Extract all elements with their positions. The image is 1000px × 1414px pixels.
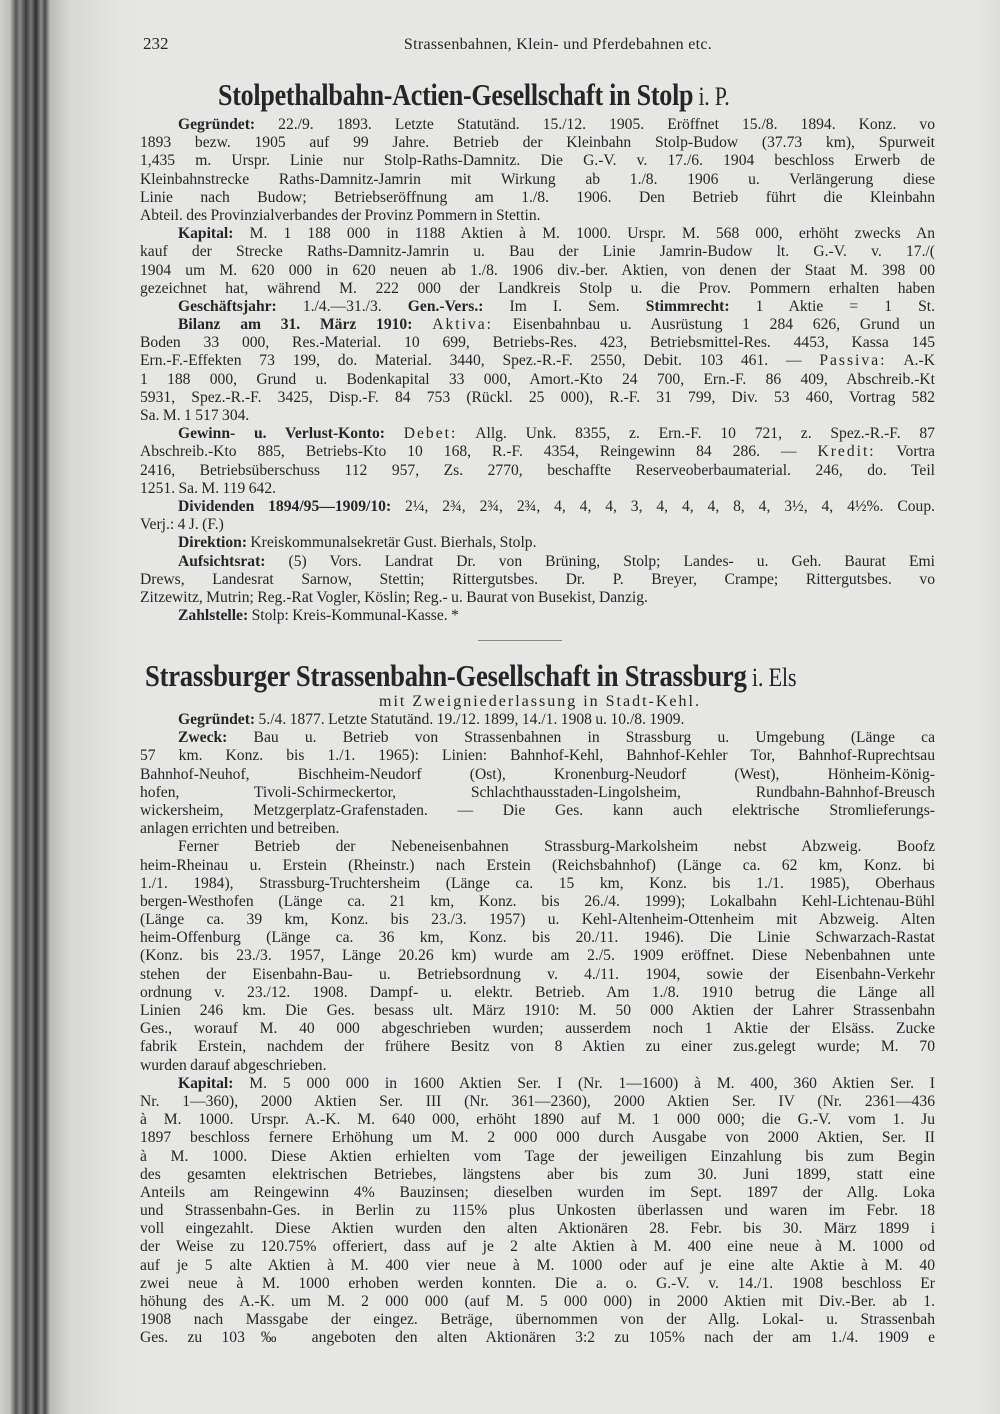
line-text: Nr. 1—360), 2000 Aktien Ser. III (Nr. 361—2360), 2000 Aktien Ser. IV (Nr. 2361—436 (140, 1092, 935, 1110)
text-line (140, 911, 935, 929)
text-line (140, 1075, 935, 1093)
line-text: Sa. M. 1 517 304. (140, 407, 250, 424)
text-line (140, 1238, 935, 1256)
text-line (140, 820, 935, 838)
line-text: wurden darauf abgeschrieben. (140, 1056, 327, 1074)
line-text: Drews, Landesrat Sarnow, Stettin; Rittergutsbes. Dr. P. Breyer, Crampe; Rittergutsbes. vo (140, 570, 935, 588)
field-label: Bilanz am 31. März 1910: (178, 316, 413, 334)
text-line (140, 1202, 935, 1220)
title-text: Strassburger Strassenbahn-Gesellschaft in Strassburg (145, 658, 747, 693)
line-text: 5./4. 1877. Letzte Statutänd. 19./12. 1899, 14./1. 1908 u. 10./8. 1909. (255, 711, 685, 728)
text-line (140, 1111, 935, 1129)
page-header (143, 34, 938, 56)
line-text: Vortra (875, 443, 935, 461)
line-text: M. 5 000 000 in 1600 Aktien Ser. I (Nr. 1—1600) à M. 400, 360 Aktien Ser. I (233, 1074, 935, 1092)
line-text: hofen, Tivoli-Schirmeckertor, Schlachthausstaden-Lingolsheim, Rundbahn-Bahnhof-Breusch (140, 783, 935, 801)
text-line (140, 802, 935, 820)
line-text: des gesamten elektrischen Betriebes, längstens aber bis zum 30. Juni 1899, statt eine (140, 1165, 935, 1183)
title-suffix: i. P. (693, 82, 730, 111)
field-label: Gegründet: (178, 711, 256, 728)
text-line (140, 225, 935, 243)
line-text: fabrik Erstein, nachdem der frühere Besitz von 8 Aktien zu einer zus.gelegt wurde; M. 70 (140, 1038, 935, 1056)
line-text: Ges. zu 103‰ angeboten den alten Aktionären 3:2 zu 105% nach der am 1./4. 1909 e (140, 1329, 935, 1347)
text-line (140, 1184, 935, 1202)
spaced-label: Kredit: (817, 443, 876, 461)
text-line (140, 516, 935, 534)
line-text: 2¼, 2¾, 2¾, 2¾, 4, 4, 4, 3, 4, 4, 4, 8, 4, 3½, 4, 4½%. Coup. (391, 497, 935, 515)
line-text: Boden 33 000, Res.-Material. 10 699, Betriebs-Res. 423, Betriebsmittel-Res. 4453, Kassa 145 (140, 334, 935, 352)
line-text: A.-K (886, 352, 935, 370)
text-line (140, 607, 935, 625)
text-line (140, 838, 935, 856)
line-text: 1904 um M. 620 000 in 620 neuen ab 1./8. 1906 div.-ber. Aktien, von denen der Staat M. 398 00 (140, 261, 935, 279)
text-line (140, 1293, 935, 1311)
text-line (140, 1129, 935, 1147)
text-line (140, 1020, 935, 1038)
line-text: heim-Offenburg (Länge ca. 36 km, Konz. bis 20./11. 1946). Die Linie Schwarzach-Rastat (140, 929, 935, 947)
text-line (140, 407, 935, 425)
line-text: Abschreib.-Kto 885, Betriebs-Kto 10 168, R.-F. 4354, Reingewinn 84 286. — (140, 443, 818, 461)
line-text: 1908 nach Massgabe der eingez. Beträge, übernommen von der Allg. Lokal- u. Strassenbah (140, 1311, 935, 1329)
text-line (140, 498, 935, 516)
line-text: zwei neue à M. 1000 erhoben werden konnten. Die a. o. G.-V. v. 14./1. 1908 beschloss Er (140, 1274, 935, 1292)
text-line (140, 571, 935, 589)
line-text: auf je 5 alte Aktien à M. 400 vier neue à M. 1000 oder auf je eine alte Aktie à M. 40 (140, 1256, 935, 1274)
text-line (140, 1257, 935, 1275)
field-label: Gewinn- u. Verlust-Konto: (178, 425, 385, 443)
line-text: Linie nach Budow; Betriebseröffnung am 1./8. 1906. Den Betrieb führt die Kleinbahn (140, 188, 935, 206)
section-subtitle: mit Zweigniederlassung in Stadt-Kehl. (379, 693, 701, 710)
spaced-label: Aktiva: (432, 316, 493, 334)
line-text: Linien 246 km. Die Ges. besass ult. März 1910: M. 50 000 Aktien der Lahrer Strassenbahn (140, 1002, 935, 1019)
text-line (140, 1275, 935, 1293)
field-label: Gegründet: (178, 116, 256, 133)
line-text: stehen der Eisenbahn-Bau- u. Betriebsordnung v. 4./11. 1904, sowie der Eisenbahn-Verkehr (140, 965, 935, 983)
field-label: Kapital: (178, 1074, 234, 1092)
line-text: wickersheim, Metzgerplatz-Grafenstaden. — Die Ges. kann auch elektrische Stromlieferungs- (140, 801, 935, 819)
line-text: à M. 1000. Diese Aktien erhielten vom Tage der jeweiligen Einzahlung bis zum Begin (140, 1147, 935, 1165)
line-text: M. 1 188 000 in 1188 Aktien à M. 1000. Urspr. M. 568 000, erhöht zwecks An (233, 225, 935, 243)
line-text (385, 425, 404, 442)
text-line (140, 947, 935, 965)
line-text: Allg. Unk. 8355, z. Ern.-F. 10 721, z. Spez.-R.-F. 87 (457, 425, 935, 443)
text-line (140, 171, 935, 189)
text-line (140, 352, 935, 370)
line-text: kauf der Strecke Raths-Damnitz-Jamrin u. Bau der Linie Jamrin-Budow lt. G.-V. v. 17./( (140, 243, 935, 261)
title-text: Stolpethalbahn-Actien-Gesellschaft in Stolp (218, 77, 694, 112)
text-line (140, 425, 935, 443)
field-label: Zweck: (178, 729, 228, 747)
text-line (140, 1220, 935, 1238)
line-text: Ern.-F.-Effekten 73 199, do. Material. 3440, Spez.-R.-F. 2550, Debit. 103 461. — (140, 352, 820, 370)
text-line (140, 316, 935, 334)
line-text: Im I. Sem. (483, 297, 646, 315)
running-head: Strassenbahnen, Klein- und Pferdebahnen etc. (403, 36, 713, 53)
text-line (140, 553, 935, 571)
field-label: Gen.-Vers.: (407, 297, 484, 315)
text-line (140, 1329, 935, 1347)
field-label: Kapital: (178, 225, 234, 243)
text-line (140, 984, 935, 1002)
text-line (140, 875, 935, 893)
line-text: anlagen errichten und betreiben. (140, 820, 340, 838)
text-line (140, 589, 935, 607)
line-text: Abteil. des Provinzialverbandes der Provinz Pommern in Stettin. (140, 206, 541, 224)
text-line (140, 207, 935, 225)
text-line (140, 334, 935, 352)
section-divider (478, 640, 562, 641)
text-line (140, 1148, 935, 1166)
line-text: ordnung v. 23./12. 1908. Dampf- u. elektr. Betrieb. Am 1./8. 1910 betrug die Länge all (140, 983, 935, 1001)
line-text (412, 316, 432, 333)
title-suffix: i. Els (746, 663, 797, 692)
text-line (140, 966, 935, 984)
text-line (140, 262, 935, 280)
text-line (140, 480, 935, 498)
line-text: 2416, Betriebsüberschuss 112 957, Zs. 2770, beschaffte Reserveoberbaumaterial. 246, do. Teil (140, 461, 935, 479)
line-text: Anteils am Reingewinn 4% Bauzinsen; dieselben wurden im Sept. 1897 der Allg. Loka (140, 1183, 935, 1201)
field-label: Dividenden 1894/95—1909/10: (178, 497, 392, 515)
line-text: 5931, Spez.-R.-F. 3425, Disp.-F. 84 753 (Rückl. 25 000), R.-F. 31 799, Div. 53 460, Vortrag 582 (140, 388, 935, 406)
text-line (140, 462, 935, 480)
book-spine-shadow (0, 0, 140, 1414)
text-line (140, 189, 935, 207)
line-text: der Weise zu 120.75% offeriert, dass auf je 2 alte Aktien à M. 400 eine neue à M. 1000 od (140, 1238, 935, 1256)
text-line (140, 280, 935, 298)
text-line (140, 116, 935, 134)
text-line (140, 711, 935, 729)
text-line (140, 1166, 935, 1184)
line-text: Ges., worauf M. 40 000 abgeschrieben wurden; ausserdem noch 1 Aktie der Elsäss. Zucke (140, 1020, 935, 1038)
line-text: gezeichnet hat, während M. 222 000 der Landkreis Stolp u. die Prov. Pommern erhalten haben (140, 279, 935, 297)
line-text: (5) Vors. Landrat Dr. von Brüning, Stolp; Landes- u. Geh. Baurat Emi (265, 552, 935, 570)
line-text: Zitzewitz, Mutrin; Reg.-Rat Vogler, Köslin; Reg.- u. Baurat von Busekist, Danzig. (140, 588, 648, 606)
line-text: höhung des A.-K. um M. 2 000 000 (auf M. 5 000 000) in 2000 Aktien mit Div.-Ber. ab 1. (140, 1293, 935, 1310)
section-title-strassburg (145, 658, 797, 693)
section-body-stolp (140, 116, 935, 625)
text-line (140, 766, 935, 784)
facing-page-edge (980, 0, 1000, 1414)
line-text: 1251. Sa. M. 119 642. (140, 479, 277, 497)
spaced-label: Passiva: (819, 352, 887, 370)
line-text: (Länge ca. 39 km, Konz. bis 23./3. 1957) u. Kehl-Altenheim-Ottenheim mit Abzweig. Alten (140, 911, 935, 929)
text-line (140, 1057, 935, 1075)
line-text: voll eingezahlt. Diese Aktien wurden den alten Aktionären 28. Febr. bis 30. März 1899 i (140, 1220, 935, 1238)
line-text: 1 Aktie = 1 St. (729, 297, 935, 315)
field-label: Aufsichtsrat: (178, 552, 266, 570)
line-text: Verj.: 4 J. (F.) (140, 516, 224, 534)
text-line (140, 389, 935, 407)
spaced-label: Debet: (403, 425, 458, 443)
line-text: à M. 1000. Urspr. A.-K. M. 640 000, erhöht 1890 auf M. 1 000 000; die G.-V. vom 1. Ju (140, 1111, 935, 1129)
text-line (140, 1093, 935, 1111)
line-text: Kreiskommunalsekretär Gust. Bierhals, Stolp. (247, 534, 537, 552)
text-line (140, 747, 935, 765)
line-text: Kleinbahnstrecke Raths-Damnitz-Jamrin mit Wirkung ab 1./8. 1906 u. Verlängerung diese (140, 170, 935, 188)
line-text: 1 188 000, Grund u. Bodenkapital 33 000, Amort.-Kto 24 700, Ern.-F. 86 409, Abschreib.-Kt (140, 370, 935, 388)
field-label: Stimmrecht: (645, 297, 730, 315)
section-title-stolp (218, 77, 730, 112)
text-line (140, 1038, 935, 1056)
line-text: Ferner Betrieb der Nebeneisenbahnen Strassburg-Markolsheim nebst Abzweig. Boofz (178, 838, 935, 856)
line-text: 1893 bezw. 1905 auf 99 Jahre. Betrieb der Kleinbahn Stolp-Budow (37.73 km), Spurweit (140, 134, 935, 152)
text-line (140, 443, 935, 461)
text-line (140, 729, 935, 747)
text-line (140, 929, 935, 947)
line-text: Eisenbahnbau u. Ausrüstung 1 284 626, Grund un (492, 316, 935, 334)
section-body-strassburg (140, 711, 935, 1348)
line-text: 1./4.—31./3. (276, 297, 408, 315)
line-text: 1897 beschloss fernere Erhöhung um M. 2 000 000 durch Ausgabe von 2000 Aktien, Ser. II (140, 1129, 935, 1147)
line-text: heim-Rheinau u. Erstein (Rheinstr.) nach Erstein (Reichsbahnhof) (Länge ca. 62 km, Konz. bi (140, 856, 935, 874)
line-text: Stolp: Kreis-Kommunal-Kasse. * (248, 607, 459, 625)
line-text: 22./9. 1893. Letzte Statutänd. 15./12. 1905. Eröffnet 15./8. 1894. Konz. vo (255, 116, 935, 133)
field-label: Geschäftsjahr: (178, 297, 277, 315)
line-text: Bau u. Betrieb von Strassenbahnen in Strassburg u. Umgebung (Länge ca (227, 729, 935, 747)
page-number: 232 (143, 34, 169, 53)
field-label: Direktion: (178, 534, 248, 552)
text-line (140, 134, 935, 152)
line-text: und Strassenbahn-Ges. in Berlin zu 115% plus Unkosten überlassen und waren im Febr. 18 (140, 1202, 935, 1220)
text-line (140, 534, 935, 552)
line-text: Bahnhof-Neuhof, Bischheim-Neudorf (Ost), Kronenburg-Neudorf (West), Hönheim-König- (140, 765, 935, 783)
text-line (140, 784, 935, 802)
line-text: (Konz. bis 23./3. 1957, Länge 20.26 km) wurde am 2./5. 1909 eröffnet. Diese Nebenbahnen unte (140, 947, 935, 965)
text-line (140, 298, 935, 316)
field-label: Zahlstelle: (178, 607, 249, 625)
line-text: 57 km. Konz. bis 1./1. 1965): Linien: Bahnhof-Kehl, Bahnhof-Kehler Tor, Bahnhof-Ruprechtsau (140, 747, 935, 765)
line-text: 1,435 m. Urspr. Linie nur Stolp-Raths-Damnitz. Die G.-V. v. 17./6. 1904 beschloss Erwerb de (140, 152, 935, 170)
text-line (140, 371, 935, 389)
text-line (140, 1002, 935, 1020)
line-text: 1./1. 1984), Strassburg-Truchtersheim (Länge ca. 15 km, Konz. bis 1./1. 1985), Oberhaus (140, 874, 935, 892)
line-text: bergen-Westhofen (Länge ca. 21 km, Konz. bis 26./4. 1999); Lokalbahn Kehl-Lichtenau-Bühl (140, 892, 935, 910)
text-line (140, 243, 935, 261)
text-line (140, 1311, 935, 1329)
text-line (140, 857, 935, 875)
text-line (140, 893, 935, 911)
text-line (140, 152, 935, 170)
